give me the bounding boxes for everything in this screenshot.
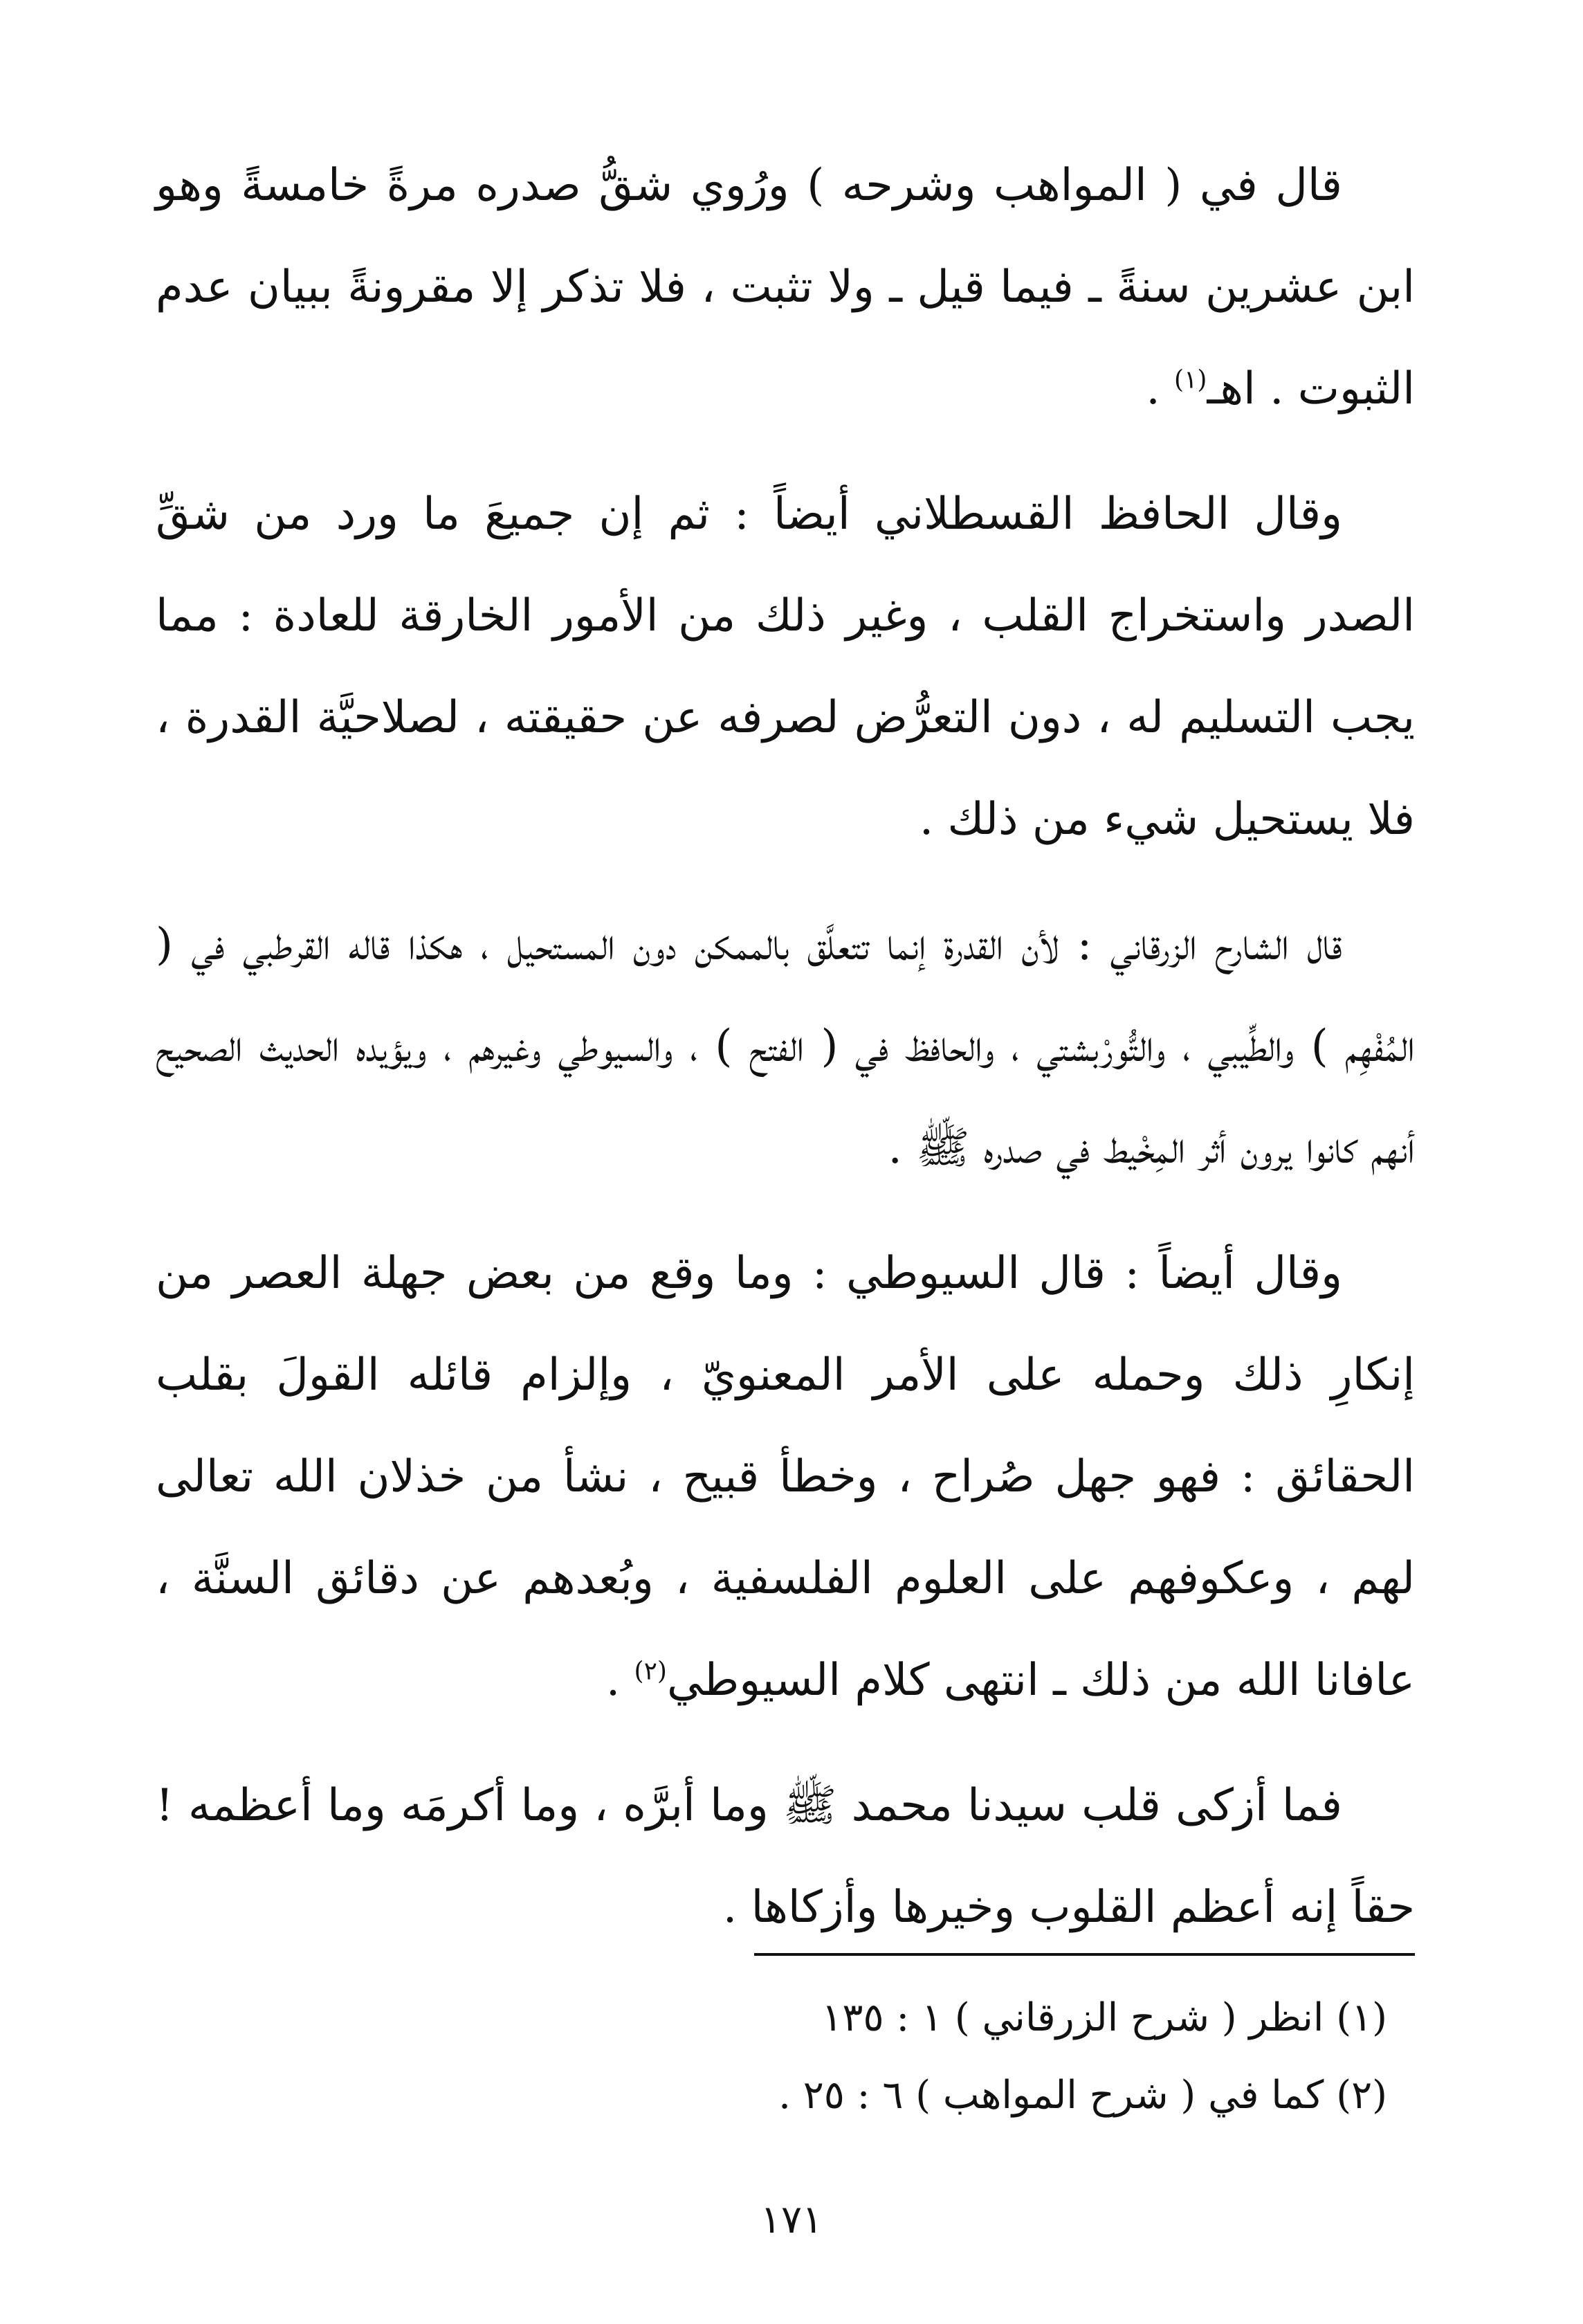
paragraph-1-text: قال في ( المواهب وشرحه ) ورُوي شقُّ صدره مرةً خامسةً وهو ابن عشرين سنةً ـ فيما قيل ـ ولا تثبت ، فلا تذكر إلا مقرونةً ببيان عدم الثبوت . اهـ	[156, 160, 1415, 415]
paragraph-4-tail: .	[605, 1655, 634, 1706]
paragraph-2-text: وقال الحافظ القسطلاني أيضاً : ثم إن جميعَ ما ورد من شقِّ الصدر واستخراج القلب ، وغير ذلك من الأمور الخارقة للعادة : مما يجب التسليم له ، دون التعرُّض لصرفه عن حقيقته ، لصلاحيَّة القدرة ، فلا يستحيل شيء من ذلك .	[156, 489, 1416, 845]
paragraph-1	[156, 135, 1415, 440]
page-number: ١٧١	[760, 2197, 823, 2242]
main-text	[156, 135, 1415, 1982]
paragraph-3-text: قال الشارح الزرقاني : لأن القدرة إنما تتعلَّق بالممكن دون المستحيل ، هكذا قاله القرطبي في ( المُفْهِم ) والطِّيبي ، والتُّورْبشتي ، والحافظ في ( الفتح ) ، والسيوطي وغيرهم ، ويؤيده الحديث الصحيح أنهم كانوا يرون أثر المِخْيط في صدره ﷺ .	[156, 919, 1416, 1174]
paragraph-5	[156, 1755, 1415, 1959]
footnote-marker-1: (١)	[1174, 365, 1207, 394]
paragraph-5-text: فما أزكى قلب سيدنا محمد ﷺ وما أبرَّه ، وما أكرمَه وما أعظمه ! حقاً إنه أعظم القلوب وخيرها وأزكاها .	[156, 1780, 1415, 1933]
footnote-2: (٢) كما في ( شرح المواهب ) ٦ : ٢٥ .	[778, 2073, 1387, 2118]
paragraph-1-tail: .	[1146, 363, 1175, 415]
paragraph-4-text: وقال أيضاً : قال السيوطي : وما وقع من بعض جهلة العصر من إنكارِ ذلك وحمله على الأمر المعنويّ ، وإلزام قائله القولَ بقلب الحقائق : فهو جهل صُراح ، وخطأ قبيح ، نشأ من خذلان الله تعالى لهم ، وعكوفهم على العلوم الفلسفية ، وبُعدهم عن دقائق السنَّة ، عافانا الله من ذلك ـ انتهى كلام السيوطي	[156, 1248, 1415, 1706]
footnote-marker-2: (٢)	[634, 1657, 667, 1686]
paragraph-2	[156, 464, 1415, 871]
paragraph-4	[156, 1223, 1415, 1732]
paragraph-3	[156, 894, 1415, 1199]
footnote-divider	[754, 1953, 1415, 1956]
footnotes	[156, 1979, 1387, 2134]
footnote-1: (١) انظر ( شرح الزرقاني ) ١ : ١٣٥	[821, 1995, 1387, 2040]
